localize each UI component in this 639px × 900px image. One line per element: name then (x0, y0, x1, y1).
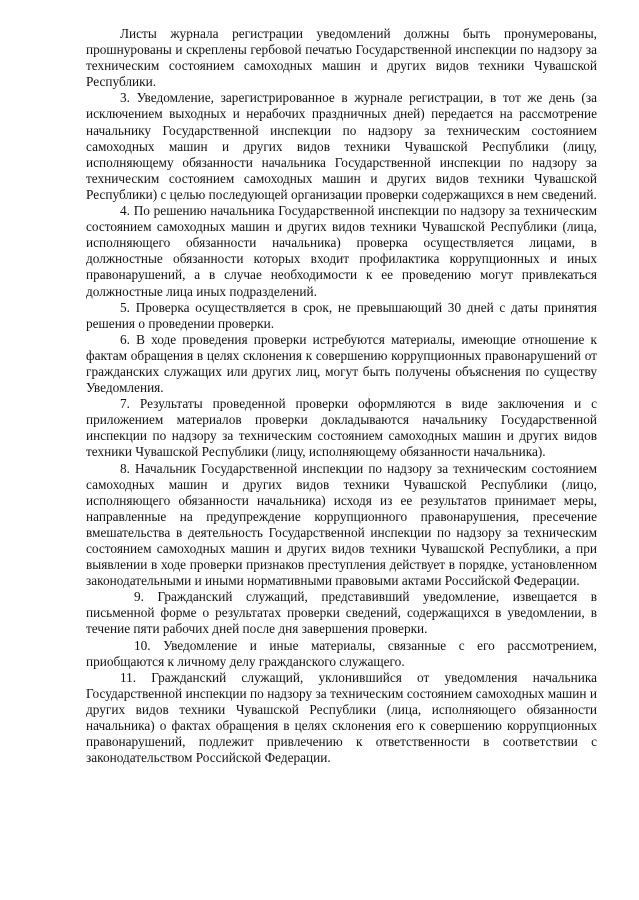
paragraph-7: 7. Результаты проведенной проверки оформляются в виде заключения и с приложением материалов проверки докладываются начальнику Государственной инспекции по надзору за техническим состоянием самоходных машин и других видов техники Чувашской Республики (лицу, исполняющему обязанности начальника). (86, 396, 597, 460)
paragraph-5: 5. Проверка осуществляется в срок, не превышающий 30 дней с даты принятия решения о проведении проверки. (86, 299, 597, 331)
paragraph-journal-sheets: Листы журнала регистрации уведомлений должны быть пронумерованы, прошнурованы и скреплены гербовой печатью Государственной инспекции по надзору за техническим состоянием самоходных машин и других видов техники Чувашской Республики. (86, 26, 597, 90)
paragraph-11: 11. Гражданский служащий, уклонившийся от уведомления начальника Государственной инспекции по надзору за техническим состоянием самоходных машин и других видов техники Чувашской Республики (лица, исполняющего обязанности начальника) о фактах обращения в целях склонения его к совершению коррупционных правонарушений, подлежит привлечению к ответственности в соответствии с законодательством Российской Федерации. (86, 669, 597, 766)
paragraph-9: 9. Гражданский служащий, представивший уведомление, извещается в письменной форме о результатах проверки сведений, содержащихся в уведомлении, в течение пяти рабочих дней после дня завершения проверки. (86, 589, 597, 637)
paragraph-8: 8. Начальник Государственной инспекции по надзору за техническим состоянием самоходных машин и других видов техники Чувашской Республики (лицо, исполняющего обязанности начальника) исходя из ее результатов принимает меры, направленные на предупреждение коррупционного правонарушения, пресечение вмешательства в деятельность Государственной инспекции по надзору за техническим состоянием самоходных машин и других видов техники Чувашской Республики, а при выявлении в ходе проверки признаков преступления действует в порядке, установленном законодательными и иными нормативными правовыми актами Российской Федерации. (86, 460, 597, 589)
paragraph-3: 3. Уведомление, зарегистрированное в журнале регистрации, в тот же день (за исключением выходных и нерабочих праздничных дней) передается на рассмотрение начальнику Государственной инспекции по надзору за техническим состоянием самоходных машин и других видов техники Чувашской Республики (лицу, исполняющему обязанности начальника Государственной инспекции по надзору за техническим состоянием самоходных машин и других видов техники Чувашской Республики) с целью последующей организации проверки содержащихся в нем сведений. (86, 90, 597, 202)
paragraph-6: 6. В ходе проведения проверки истребуются материалы, имеющие отношение к фактам обращения в целях склонения к совершению коррупционных правонарушений от гражданских служащих или других лиц, могут быть получены объяснения по существу Уведомления. (86, 331, 597, 396)
paragraph-4: 4. По решению начальника Государственной инспекции по надзору за техническим состоянием самоходных машин и других видов техники Чувашской Республики (лица, исполняющего обязанности начальника) проверка осуществляется лицами, в должностные обязанности которых входит профилактика коррупционных и иных правонарушений, а в случае необходимости к ее проведению могут привлекаться должностные лица иных подразделений. (86, 203, 597, 299)
document-body (86, 26, 597, 766)
paragraph-10: 10. Уведомление и иные материалы, связанные с его рассмотрением, приобщаются к личному делу гражданского служащего. (86, 637, 597, 669)
